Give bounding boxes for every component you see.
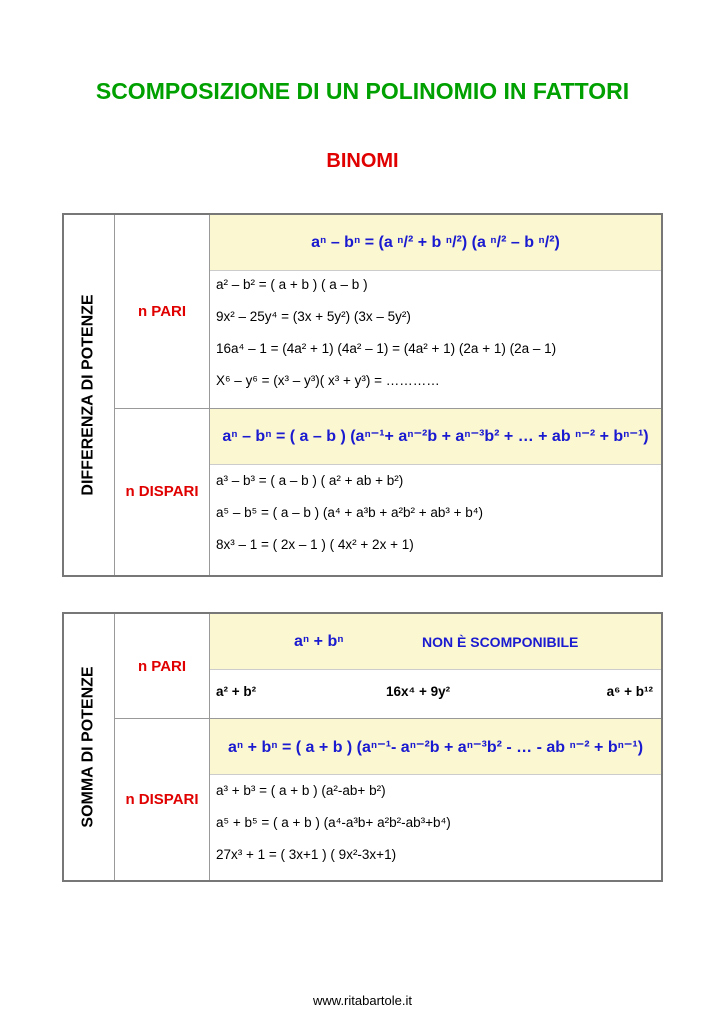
general-formula-row — [210, 614, 661, 670]
example: 9x² – 25y⁴ = (3x + 5y²) (3x – 5y²) — [216, 309, 411, 324]
examples — [210, 465, 661, 569]
case-label: n DISPARI — [115, 719, 210, 881]
footer-url: www.ritabartole.it — [313, 993, 412, 1008]
case-content — [210, 719, 663, 881]
case-content — [210, 408, 663, 576]
examples — [210, 271, 661, 405]
example: a² – b² = ( a + b ) ( a – b ) — [216, 277, 368, 292]
example: 16x⁴ + 9y² — [386, 684, 451, 699]
examples — [210, 670, 661, 718]
case-label: n PARI — [115, 613, 210, 719]
section-label-cell — [63, 214, 115, 576]
section-label: DIFFERENZA DI POTENZE — [80, 294, 97, 496]
general-formula: aⁿ – bⁿ = (a ⁿ/² + b ⁿ/²) (a ⁿ/² – b ⁿ/²) — [210, 215, 661, 271]
example: 27x³ + 1 = ( 3x+1 ) ( 9x²-3x+1) — [216, 847, 397, 862]
example: a⁵ + b⁵ = ( a + b ) (a⁴-a³b+ a²b²-ab³+b⁴) — [216, 815, 451, 830]
case-content — [210, 613, 663, 719]
case-label: n PARI — [115, 214, 210, 408]
example: 8x³ – 1 = ( 2x – 1 ) ( 4x² + 2x + 1) — [216, 536, 414, 552]
sum-of-powers-table — [62, 612, 663, 882]
page-subtitle: BINOMI — [326, 150, 399, 172]
example: a³ + b³ = ( a + b ) (a²-ab+ b²) — [216, 783, 386, 798]
case-content — [210, 214, 663, 408]
example: X⁶ – y⁶ = (x³ – y³)( x³ + y³) = ………… — [216, 373, 440, 388]
examples — [210, 775, 661, 879]
example: a⁵ – b⁵ = ( a – b ) (a⁴ + a³b + a²b² + ab³ + b⁴) — [216, 504, 484, 520]
general-formula: aⁿ + bⁿ — [294, 632, 344, 650]
example: a² + b² — [216, 684, 257, 699]
general-formula: aⁿ – bⁿ = ( a – b ) (aⁿ⁻¹+ aⁿ⁻²b + aⁿ⁻³b² + … + ab ⁿ⁻² + bⁿ⁻¹) — [210, 409, 661, 465]
example: 16a⁴ – 1 = (4a² + 1) (4a² – 1) = (4a² + 1) (2a + 1) (2a – 1) — [216, 341, 557, 356]
case-label: n DISPARI — [115, 408, 210, 576]
difference-of-powers-table — [62, 213, 663, 577]
example: a³ – b³ = ( a – b ) ( a² + ab + b²) — [216, 472, 404, 488]
page-title: SCOMPOSIZIONE DI UN POLINOMIO IN FATTORI — [95, 78, 630, 104]
example: a⁶ + b¹² — [606, 684, 653, 699]
section-label: SOMMA DI POTENZE — [80, 666, 97, 828]
section-label-cell — [63, 613, 115, 881]
general-formula: aⁿ + bⁿ = ( a + b ) (aⁿ⁻¹- aⁿ⁻²b + aⁿ⁻³b² - … - ab ⁿ⁻² + bⁿ⁻¹) — [210, 719, 661, 775]
not-factorable-note: NON È SCOMPONIBILE — [422, 633, 579, 650]
